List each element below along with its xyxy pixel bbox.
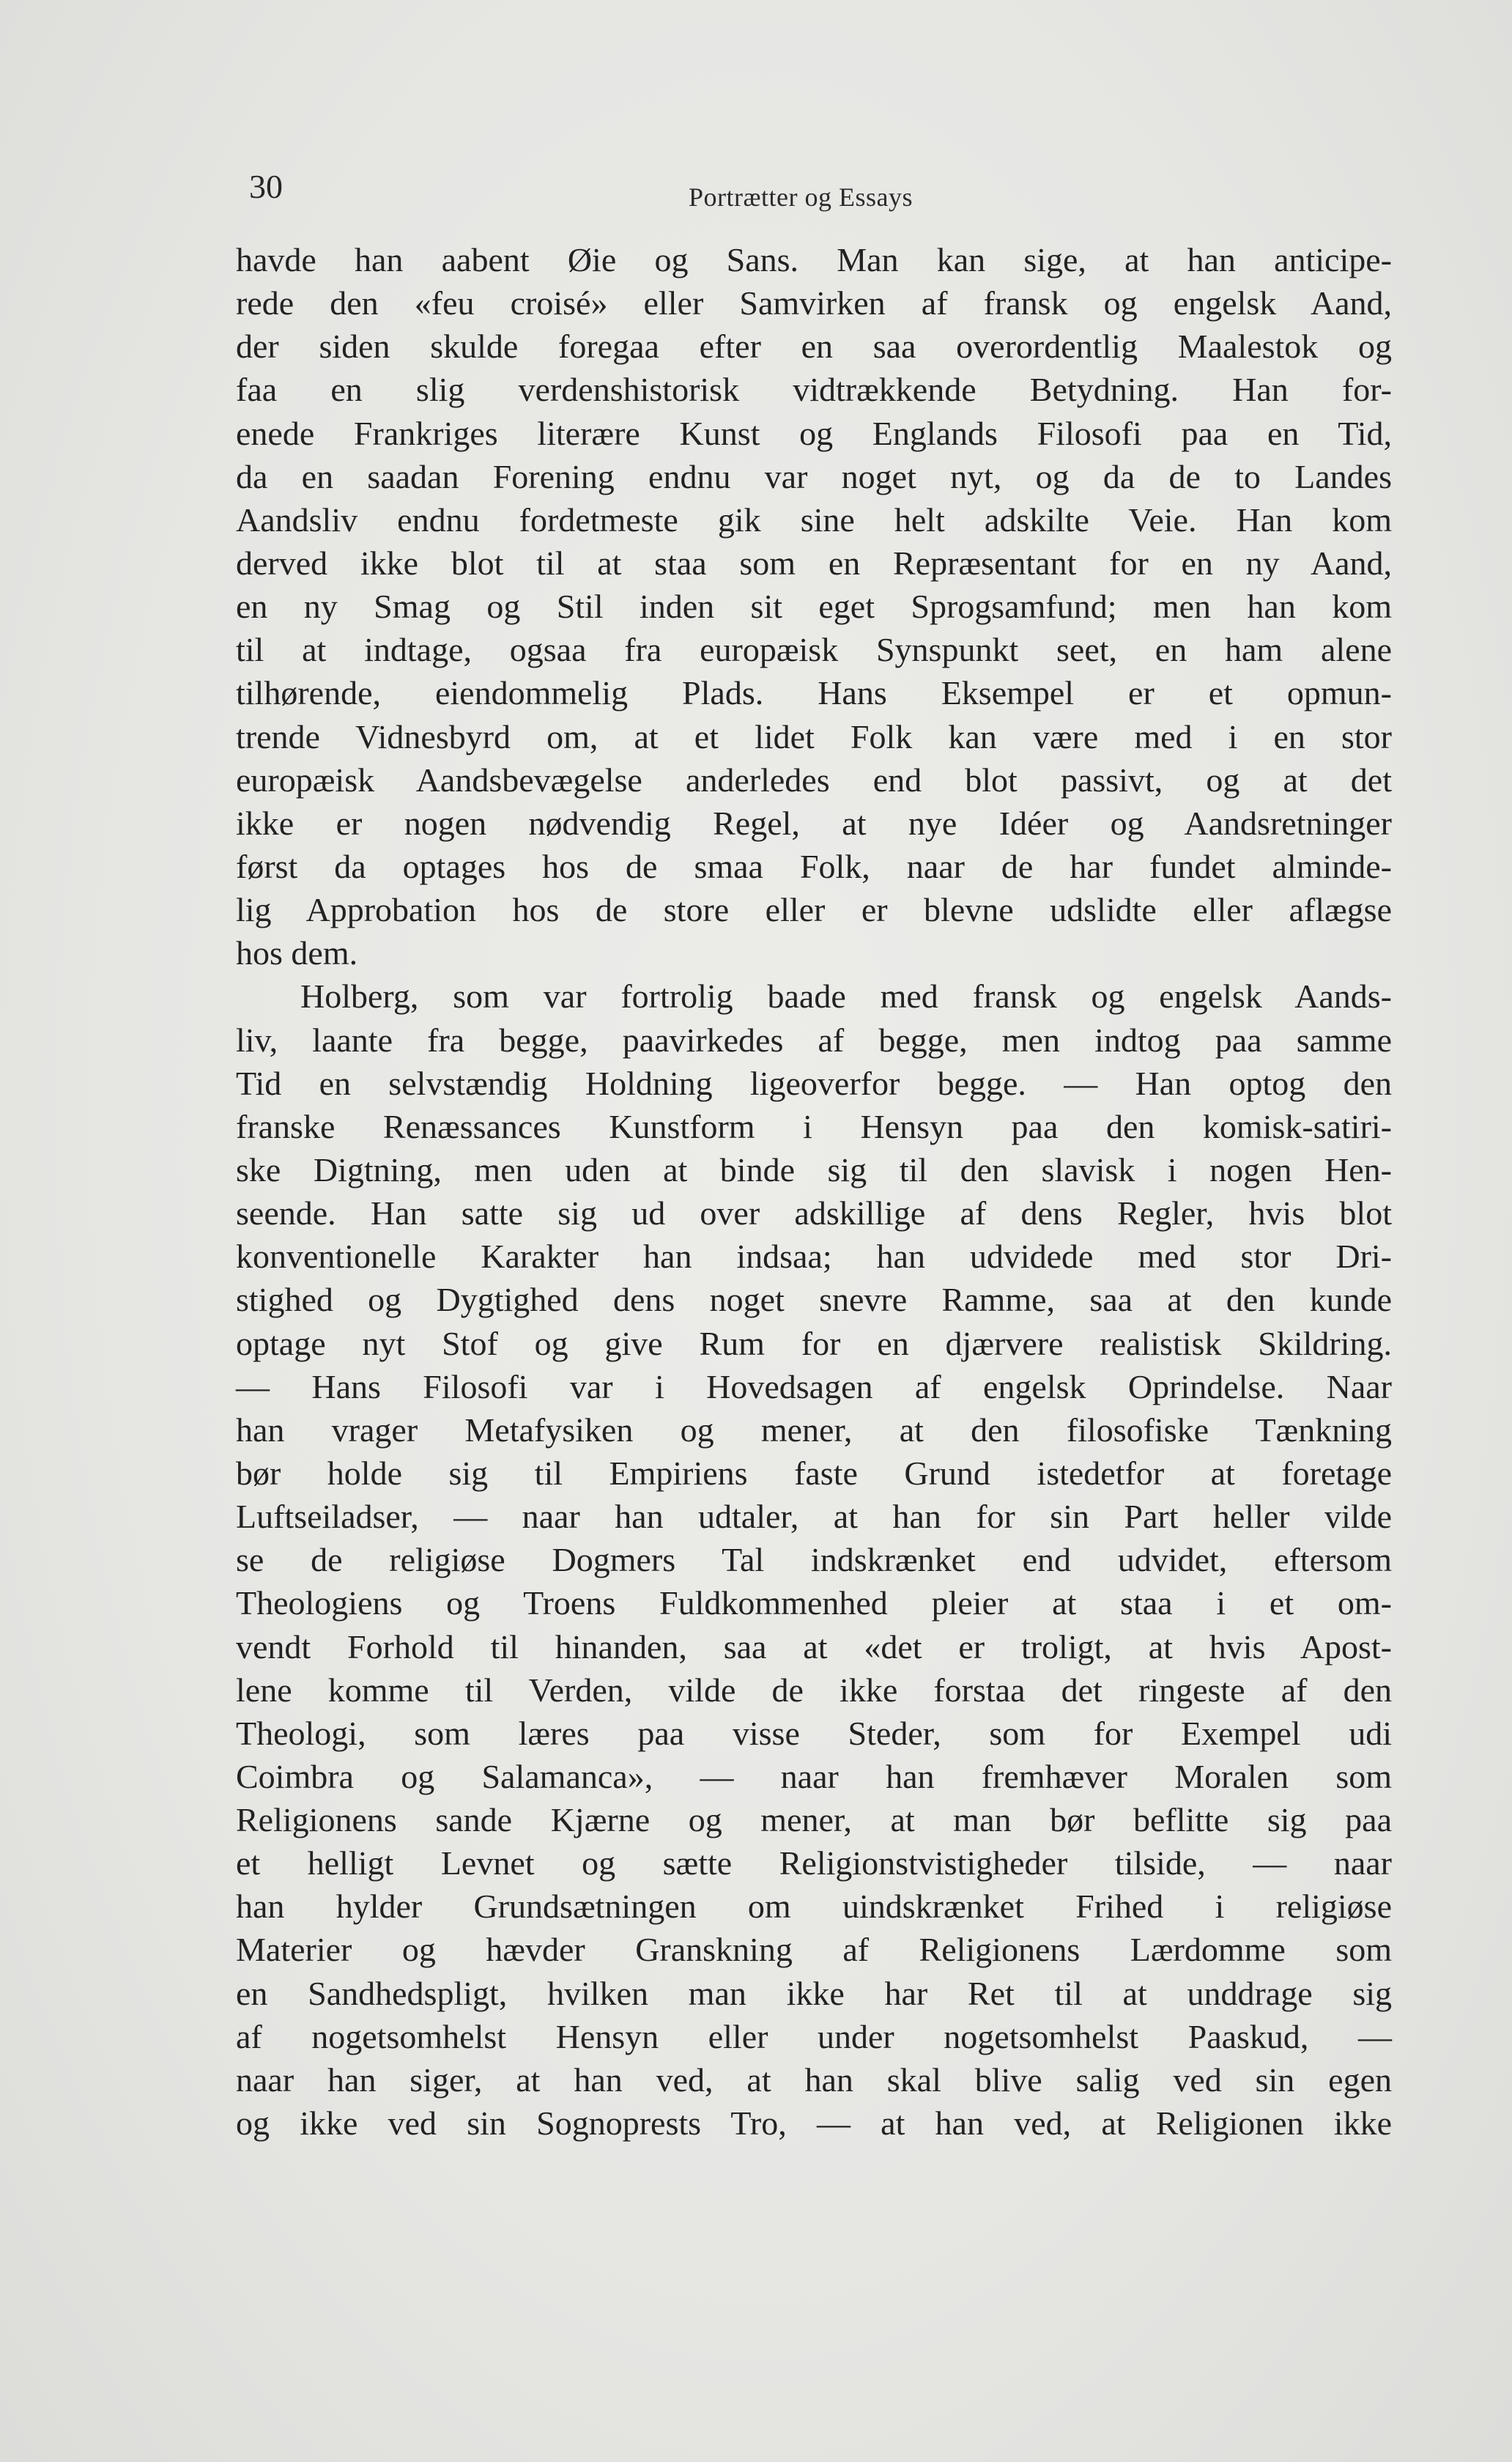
- text-line: enede Frankriges literære Kunst og Englands Filosofi paa en Tid,: [236, 414, 1392, 452]
- text-line: naar han siger, at han ved, at han skal blive salig ved sin egen: [236, 2060, 1392, 2099]
- text-line: bør holde sig til Empiriens faste Grund istedetfor at foretage: [236, 1454, 1392, 1492]
- text-line: da en saadan Forening endnu var noget nyt, og da de to Landes: [236, 457, 1392, 495]
- text-line: rede den «feu croisé» eller Samvirken af fransk og engelsk Aand,: [236, 284, 1392, 322]
- text-line: — Hans Filosofi var i Hovedsagen af engelsk Oprindelse. Naar: [236, 1367, 1392, 1405]
- running-head: Portrætter og Essays: [689, 182, 913, 212]
- text-line: ikke er nogen nødvendig Regel, at nye Idéer og Aandsretninger: [236, 804, 1392, 842]
- text-line: franske Renæssances Kunstform i Hensyn paa den komisk-satiri-: [236, 1107, 1392, 1145]
- text-line: Theologi, som læres paa visse Steder, som for Exempel udi: [236, 1714, 1392, 1752]
- text-line: til at indtage, ogsaa fra europæisk Synspunkt seet, en ham alene: [236, 631, 1392, 669]
- text-line: lene komme til Verden, vilde de ikke forstaa det ringeste af den: [236, 1671, 1392, 1709]
- text-line: trende Vidnesbyrd om, at et lidet Folk kan være med i en stor: [236, 717, 1392, 755]
- text-line: Coimbra og Salamanca», — naar han fremhæver Moralen som: [236, 1757, 1392, 1795]
- text-line: vendt Forhold til hinanden, saa at «det er troligt, at hvis Apost-: [236, 1627, 1392, 1666]
- text-line: se de religiøse Dogmers Tal indskrænket end udvidet, eftersom: [236, 1541, 1392, 1579]
- page-header: [249, 167, 1392, 218]
- text-line: stighed og Dygtighed dens noget snevre Ramme, saa at den kunde: [236, 1281, 1392, 1319]
- text-line: der siden skulde foregaa efter en saa overordentlig Maalestok og: [236, 328, 1392, 366]
- text-line: han hylder Grundsætningen om uindskrænket Frihed i religiøse: [236, 1888, 1392, 1926]
- text-line: tilhørende, eiendommelig Plads. Hans Eksempel er et opmun-: [236, 674, 1392, 712]
- text-line: og ikke ved sin Sognoprests Tro, — at han ved, at Religionen ikke: [236, 2104, 1392, 2143]
- text-line: seende. Han satte sig ud over adskillige af dens Regler, hvis blot: [236, 1194, 1392, 1232]
- text-line: Materier og hævder Granskning af Religionens Lærdomme som: [236, 1931, 1392, 1969]
- text-line: havde han aabent Øie og Sans. Man kan sige, at han anticipe-: [236, 241, 1392, 278]
- text-line: Religionens sande Kjærne og mener, at man bør beflitte sig paa: [236, 1801, 1392, 1839]
- text-line: et helligt Levnet og sætte Religionstvistigheder tilside, — naar: [236, 1844, 1392, 1882]
- text-line: han vrager Metafysiken og mener, at den filosofiske Tænkning: [236, 1411, 1392, 1449]
- text-line: lig Approbation hos de store eller er blevne udslidte eller aflægse: [236, 891, 1392, 929]
- text-line: faa en slig verdenshistorisk vidtrækkende Betydning. Han for-: [236, 371, 1392, 409]
- body-text: [236, 238, 1392, 2145]
- text-line: først da optages hos de smaa Folk, naar de har fundet alminde-: [236, 847, 1392, 885]
- text-line: konventionelle Karakter han indsaa; han udvidede med stor Dri-: [236, 1238, 1392, 1276]
- text-line: en Sandhedspligt, hvilken man ikke har Ret til at unddrage sig: [236, 1974, 1392, 2012]
- text-line: Tid en selvstændig Holdning ligeoverfor begge. — Han optog den: [236, 1064, 1392, 1102]
- page-number: 30: [249, 168, 283, 205]
- text-line: derved ikke blot til at staa som en Repræsentant for en ny Aand,: [236, 544, 1392, 582]
- text-line: en ny Smag og Stil inden sit eget Sprogsamfund; men han kom: [236, 588, 1392, 626]
- paragraph-end-line: hos dem.: [236, 934, 358, 972]
- text-line: Luftseiladser, — naar han udtaler, at han for sin Part heller vilde: [236, 1498, 1392, 1536]
- text-line: europæisk Aandsbevægelse anderledes end blot passivt, og at det: [236, 761, 1392, 799]
- text-line: ske Digtning, men uden at binde sig til den slavisk i nogen Hen-: [236, 1150, 1392, 1189]
- paragraph-start-line: Holberg, som var fortrolig baade med fransk og engelsk Aands-: [300, 977, 1392, 1016]
- text-line: af nogetsomhelst Hensyn eller under nogetsomhelst Paaskud, —: [236, 2017, 1392, 2055]
- text-line: Theologiens og Troens Fuldkommenhed pleier at staa i et om-: [236, 1584, 1392, 1622]
- text-line: Aandsliv endnu fordetmeste gik sine helt adskilte Veie. Han kom: [236, 500, 1392, 539]
- text-line: optage nyt Stof og give Rum for en djærvere realistisk Skildring.: [236, 1324, 1392, 1362]
- text-line: liv, laante fra begge, paavirkedes af begge, men indtog paa samme: [236, 1021, 1392, 1059]
